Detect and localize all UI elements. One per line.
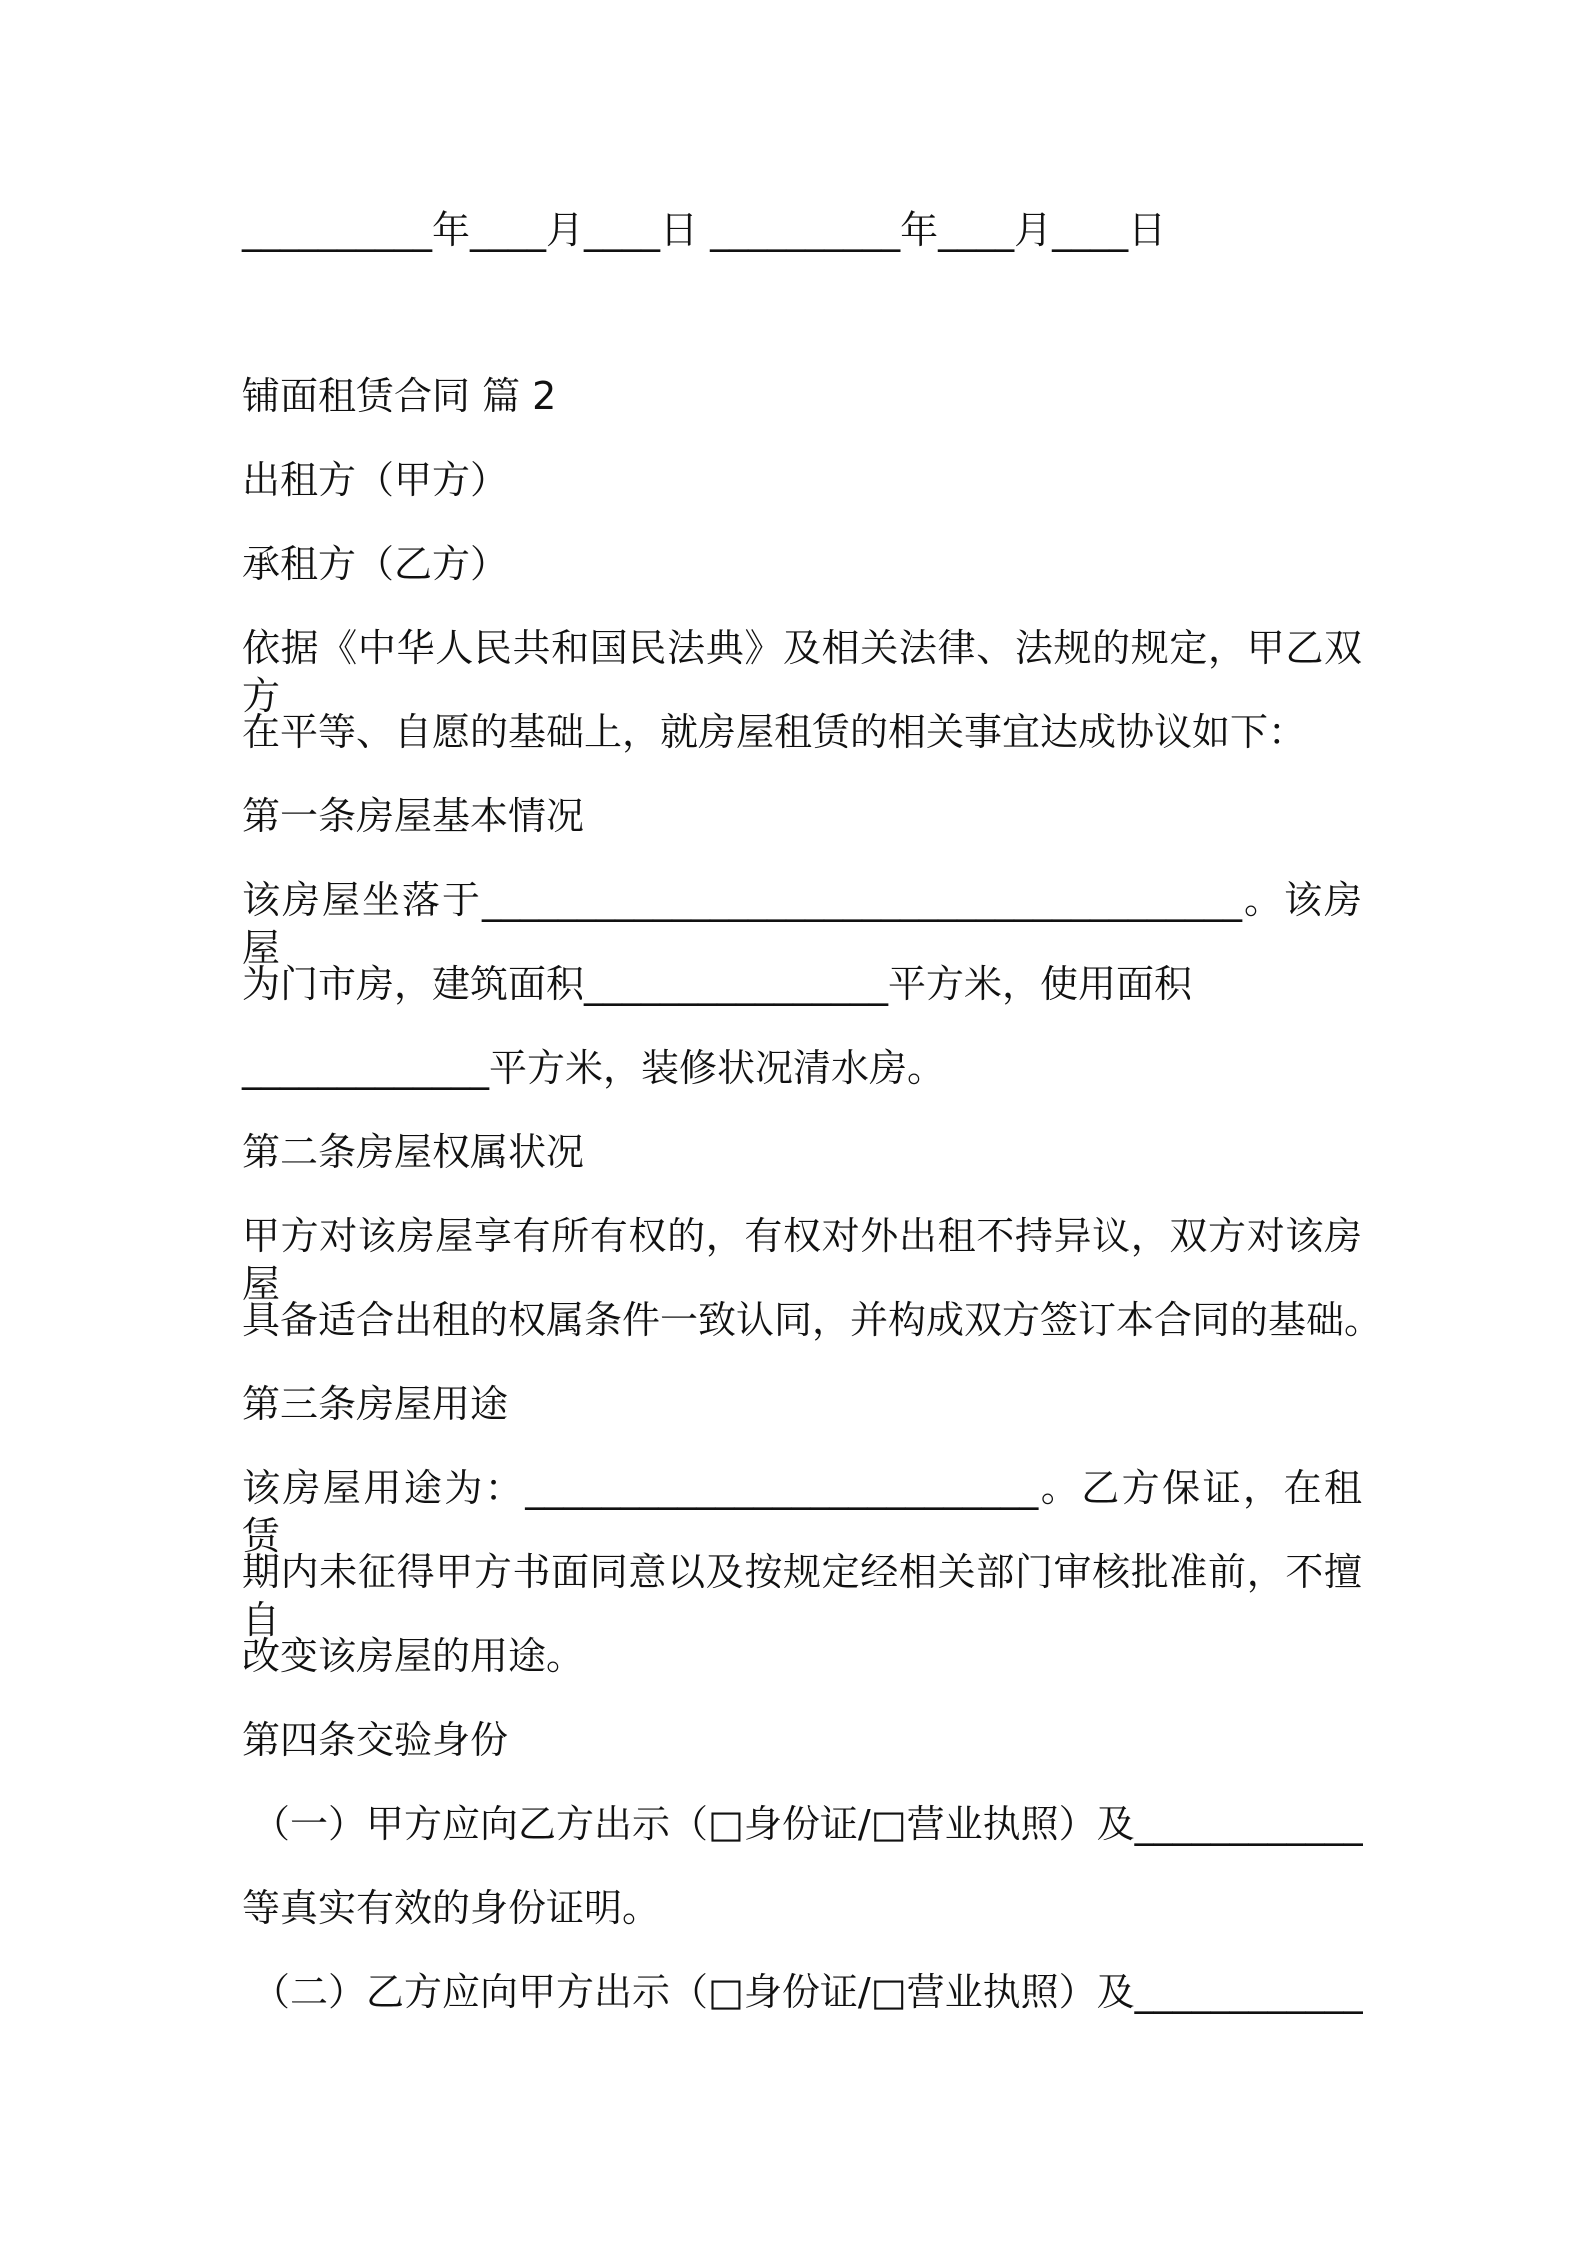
article-3-heading: 第三条房屋用途: [242, 1382, 509, 1426]
article-2-line-2: 具备适合出租的权属条件一致认同，并构成双方签订本合同的基础。: [242, 1298, 1383, 1342]
article-1-line-3: _____________平方米，装修状况清水房。: [242, 1046, 946, 1090]
article-1-heading: 第一条房屋基本情况: [242, 794, 585, 838]
article-3-line-3: 改变该房屋的用途。: [242, 1634, 585, 1678]
article-1-line-1: 该房屋坐落于________________________________________。该房屋: [242, 878, 1362, 970]
article-2-heading: 第二条房屋权属状况: [242, 1130, 585, 1174]
article-4-item-1-cont: 等真实有效的身份证明。: [242, 1886, 661, 1930]
signature-date-line: __________年____月____日 __________年____月____日: [242, 208, 1167, 252]
lessor-label: 出租方（甲方）: [242, 458, 509, 502]
article-4-heading: 第四条交验身份: [242, 1718, 509, 1762]
lessee-label: 承租方（乙方）: [242, 542, 509, 586]
article-1-line-2: 为门市房，建筑面积________________平方米，使用面积: [242, 962, 1193, 1006]
article-4-item-1: （一）甲方应向乙方出示（□身份证/□营业执照）及____________: [252, 1802, 1363, 1846]
article-4-item-2: （二）乙方应向甲方出示（□身份证/□营业执照）及____________: [252, 1970, 1363, 2014]
preamble-line-1: 依据《中华人民共和国民法典》及相关法律、法规的规定，甲乙双方: [242, 626, 1362, 718]
article-2-line-1: 甲方对该房屋享有所有权的，有权对外出租不持异议，双方对该房屋: [242, 1214, 1362, 1306]
article-3-line-1: 该房屋用途为：___________________________。乙方保证，在租赁: [242, 1466, 1362, 1558]
section-title: 铺面租赁合同 篇 2: [242, 374, 557, 418]
preamble-line-2: 在平等、自愿的基础上，就房屋租赁的相关事宜达成协议如下：: [242, 710, 1307, 754]
article-3-line-2: 期内未征得甲方书面同意以及按规定经相关部门审核批准前，不擅自: [242, 1550, 1362, 1642]
